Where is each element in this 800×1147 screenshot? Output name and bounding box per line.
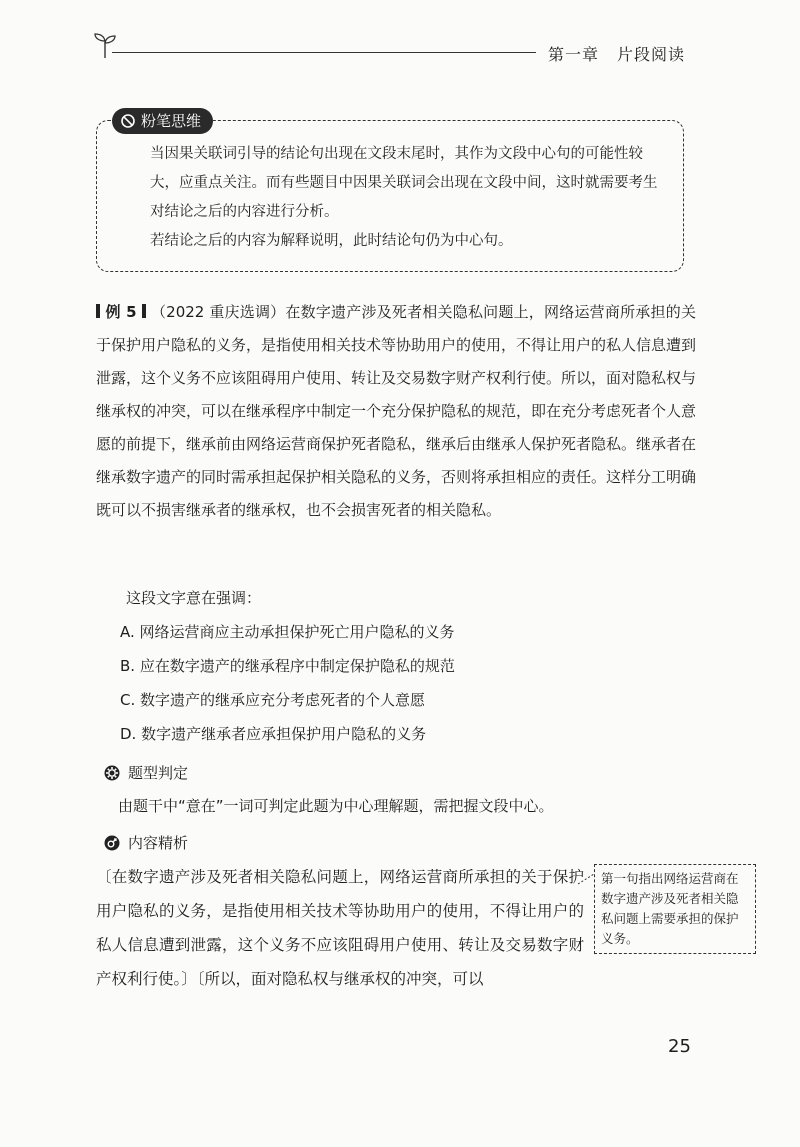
example-text: 在数字遗产涉及死者相关隐私问题上，网络运营商所承担的关于保护用户隐私的义务，是指使用相关技术等协助用户的使用，不得让用户的私人信息遭到泄露，这个义务不应该阻碍用户使用、转让及交易数字财产权利行使。所以，面对隐私权与继承权的冲突，可以在继承程序中制定一个充分保护隐私的规范，即在充分考虑死者个人意愿的前提下，继承前由网络运营商保护死者隐私，继承后由继承人保护死者隐私。继承者在继承数字遗产的同时需承担起保护相关隐私的义务，否则将承担相应的责任。这样分工明确既可以不损害继承者的继承权，也不会损害死者的相关隐私。	[96, 303, 697, 519]
question-block	[96, 582, 696, 751]
tip-paragraph-2: 若结论之后的内容为解释说明，此时结论句仍为中心句。	[150, 233, 513, 249]
content-analysis-heading	[104, 832, 188, 853]
page-number: 25	[668, 1036, 691, 1057]
option-d: D. 数字遗产继承者应承担保护用户隐私的义务	[120, 725, 427, 743]
chapter-label: 第一章	[548, 45, 600, 64]
content-analysis-text: 〔在数字遗产涉及死者相关隐私问题上，网络运营商所承担的关于保护用户隐私的义务，是指使用相关技术等协助用户的使用，不得让用户的私人信息遭到泄露，这个义务不应该阻碍用户使用、转让及交易数字财产权利行使。〕〔所以，面对隐私权与继承权的冲突，可以	[96, 868, 584, 988]
example-passage	[96, 296, 696, 527]
tip-badge-label: 粉笔思维	[141, 112, 202, 130]
question-stem: 这段文字意在强调：	[126, 589, 262, 607]
section-label: 片段阅读	[617, 45, 686, 64]
content-analysis-title: 内容精析	[128, 834, 189, 852]
option-a: A. 网络运营商应主动承担保护死亡用户隐私的义务	[120, 623, 455, 641]
tip-content	[120, 140, 668, 256]
gear-icon	[104, 765, 120, 781]
header-rule	[112, 52, 536, 53]
type-judgment-heading	[104, 762, 188, 783]
type-judgment-text: 由题干中“意在”一词可判定此题为中心理解题，需把握文段中心。	[118, 797, 554, 815]
example-label: 例 5	[96, 303, 146, 321]
prohibit-icon	[120, 113, 136, 129]
type-judgment-title: 题型判定	[128, 764, 189, 782]
sprout-icon	[92, 30, 118, 60]
analysis-icon	[104, 835, 120, 851]
example-source: （2022 重庆选调）	[150, 303, 286, 321]
tip-paragraph-1: 当因果关联词引导的结论句出现在文段末尾时，其作为文段中心句的可能性较大，应重点关注。而有些题目中因果关联词会出现在文段中间，这时就需要考生对结论之后的内容进行分析。	[150, 146, 658, 220]
running-header	[548, 42, 685, 65]
option-c: C. 数字遗产的继承应充分考虑死者的个人意愿	[120, 691, 426, 709]
option-b: B. 应在数字遗产的继承程序中制定保护隐私的规范	[120, 657, 455, 675]
margin-note: 第一句指出网络运营商在数字遗产涉及死者相关隐私问题上需要承担的保护义务。	[594, 864, 756, 954]
tip-badge	[112, 108, 213, 134]
